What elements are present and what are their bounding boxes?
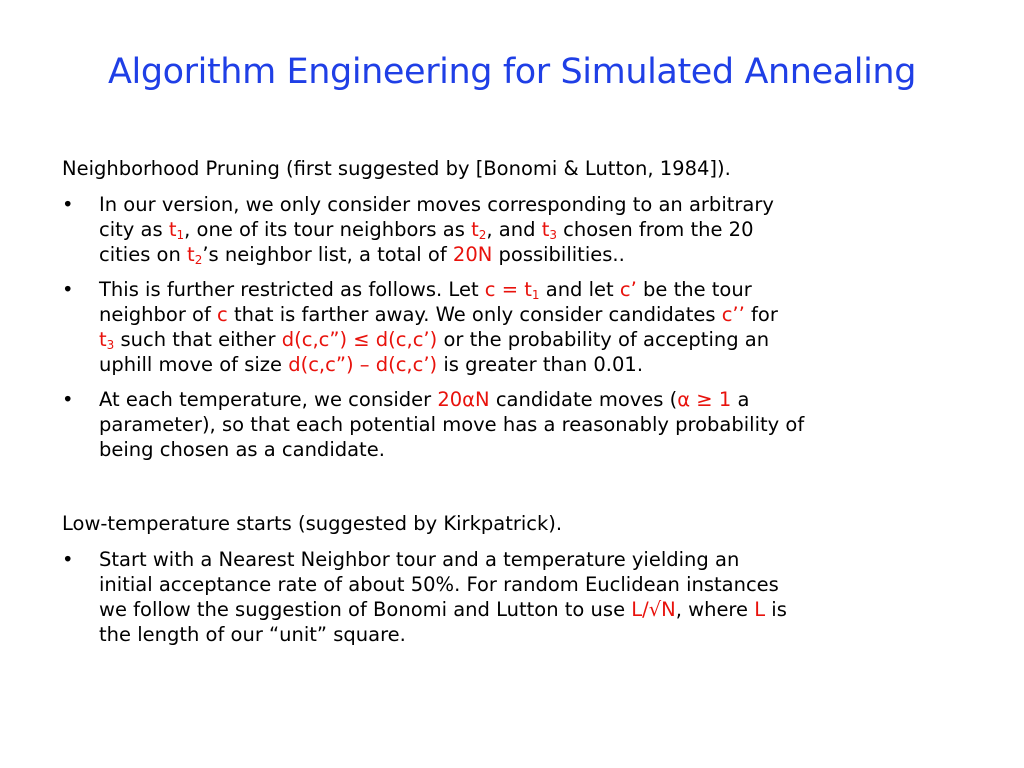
variable-t3: $t_3$ [99, 328, 115, 352]
variable-c-prime: c’ [619, 278, 637, 301]
text-run: At each temperature, we consider [99, 388, 438, 411]
highlight-20-alpha-n: 20αN [437, 388, 490, 411]
text-run: or the probability of accepting an [437, 328, 770, 351]
text-line [99, 217, 962, 242]
text-line [99, 277, 962, 302]
section-heading-low-temperature-starts: Low-temperature starts (suggested by Kirkpatrick). [62, 512, 563, 535]
text-run: such that either [114, 328, 282, 351]
text-line [99, 327, 962, 352]
text-run: chosen from the 20 [556, 218, 754, 241]
bullet-marker: • [62, 548, 74, 571]
text-run: is [765, 598, 787, 621]
text-run: neighbor of [99, 303, 218, 326]
variable-l: L [754, 598, 766, 621]
text-run: candidate moves ( [489, 388, 678, 411]
text-run: we follow the suggestion of Bonomi and Lutton to use [99, 598, 632, 621]
variable-t2: $t_2$ [471, 218, 487, 242]
slide-body [62, 156, 962, 657]
bullet-item [62, 192, 962, 267]
text-run: that is farther away. We only consider candidates [227, 303, 722, 326]
alpha-constraint: α ≥ 1 [677, 388, 732, 411]
variable-c: c [217, 303, 228, 326]
expression-c-equals-t1: $c = t_1$ [484, 278, 540, 302]
text-line: the length of our “unit” square. [99, 623, 406, 646]
text-run: city as [99, 218, 169, 241]
bullet-marker: • [62, 388, 74, 411]
text-line [99, 597, 962, 622]
bullet-item [62, 547, 962, 647]
text-line: Start with a Nearest Neighbor tour and a temperature yielding an [99, 548, 740, 571]
variable-t2: $t_2$ [187, 243, 203, 267]
variable-c-double-prime: c’’ [721, 303, 745, 326]
text-line [99, 242, 962, 267]
text-run: is greater than 0.01. [437, 353, 644, 376]
slide-title: Algorithm Engineering for Simulated Annealing [107, 52, 917, 92]
bullet-marker: • [62, 193, 74, 216]
text-line: being chosen as a candidate. [99, 438, 385, 461]
text-run: possibilities.. [492, 243, 625, 266]
text-line [99, 352, 962, 377]
text-line: parameter), so that each potential move has a reasonably probability of [99, 413, 805, 436]
difference-expression: d(c,c”) – d(c,c’) [288, 353, 438, 376]
inequality-expression: d(c,c”) ≤ d(c,c’) [281, 328, 438, 351]
section-heading-neighborhood-pruning: Neighborhood Pruning (first suggested by [Bonomi & Lutton, 1984]). [62, 157, 731, 180]
text-run: , where [675, 598, 755, 621]
text-line [99, 302, 962, 327]
text-line [99, 387, 962, 412]
text-run: cities on [99, 243, 188, 266]
text-run: , one of its tour neighbors as [184, 218, 472, 241]
variable-t1: $t_1$ [168, 218, 185, 242]
text-run: ’s neighbor list, a total of [202, 243, 453, 266]
text-line: In our version, we only consider moves corresponding to an arbitrary [99, 193, 774, 216]
text-run: be the tour [636, 278, 752, 301]
text-run: , and [486, 218, 542, 241]
bullet-item [62, 387, 962, 462]
highlight-20n: 20N [452, 243, 493, 266]
text-run: for [744, 303, 778, 326]
bullet-marker: • [62, 278, 74, 301]
bullet-item [62, 277, 962, 377]
text-run: This is further restricted as follows. Let [99, 278, 485, 301]
text-line: initial acceptance rate of about 50%. For random Euclidean instances [99, 573, 779, 596]
text-run: a [731, 388, 750, 411]
text-run: uphill move of size [99, 353, 289, 376]
text-run: and let [539, 278, 620, 301]
variable-t3: $t_3$ [541, 218, 557, 242]
formula-l-over-sqrt-n: L/√N [631, 598, 676, 621]
